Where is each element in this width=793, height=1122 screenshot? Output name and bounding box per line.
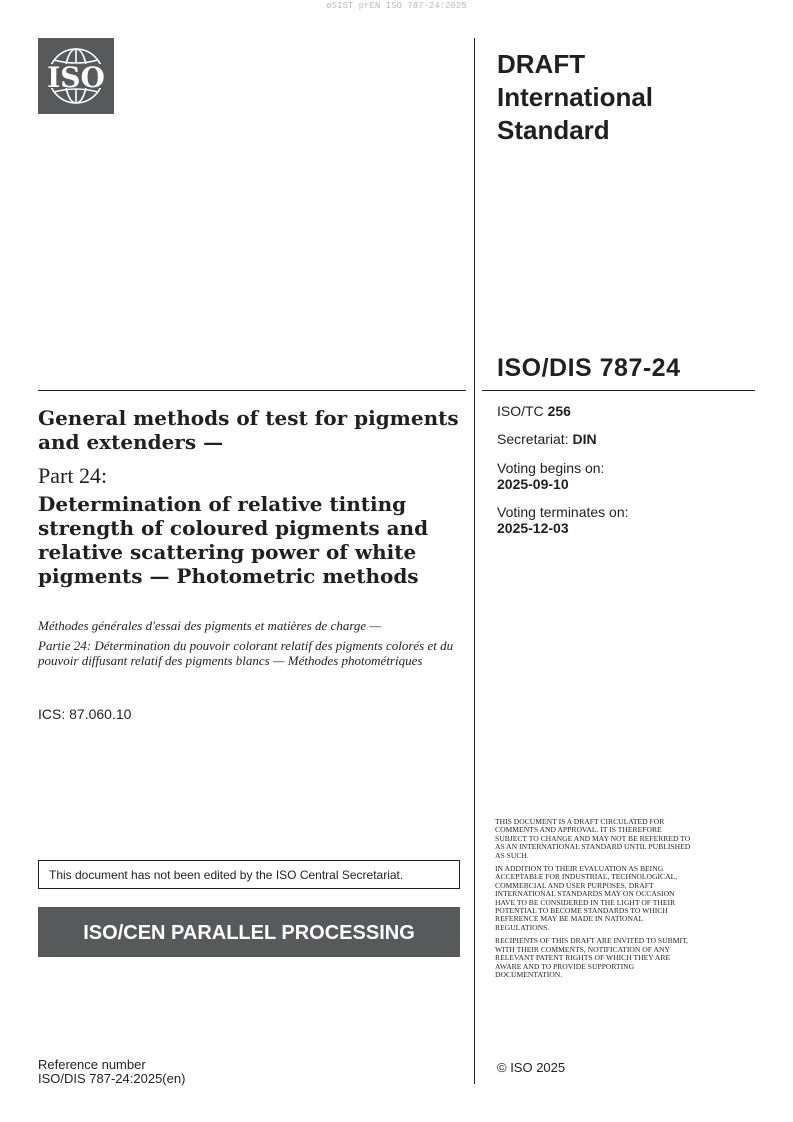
vertical-divider <box>474 38 475 1084</box>
disclaimer-paragraph: THIS DOCUMENT IS A DRAFT CIRCULATED FOR COMMENTS AND APPROVAL. IT IS THEREFORE SUBJECT TO CHANGE AND MAY NOT BE REFERRED TO AS AN INTERNATIONAL STANDARD UNTIL PUBLISHED AS SUCH. <box>495 817 691 860</box>
secretariat-value: DIN <box>572 431 597 447</box>
document-id: ISO/DIS 787-24 <box>497 354 681 382</box>
technical-committee <box>497 403 571 419</box>
document-type <box>497 48 653 147</box>
right-divider <box>482 390 755 391</box>
ics-code: ICS: 87.060.10 <box>38 706 132 722</box>
reference-number <box>38 1058 185 1086</box>
parallel-processing-banner: ISO/CEN PARALLEL PROCESSING <box>38 907 460 957</box>
secretariat-label: Secretariat: <box>497 431 569 447</box>
reference-label: Reference number <box>38 1057 146 1072</box>
copyright: © ISO 2025 <box>497 1060 566 1075</box>
secretariat <box>497 431 597 447</box>
iso-logo <box>38 38 114 114</box>
voting-begins-date: 2025-09-10 <box>497 476 569 492</box>
french-title: Méthodes générales d'essai des pigments et matières de charge — <box>38 618 381 633</box>
editing-notice: This document has not been edited by the ISO Central Secretariat. <box>38 860 460 889</box>
draft-label: DRAFT <box>497 49 586 79</box>
reference-value: ISO/DIS 787-24:2025(en) <box>38 1071 186 1086</box>
voting-begins <box>497 460 604 492</box>
voting-ends-label: Voting terminates on: <box>497 504 629 520</box>
svg-text:ISO: ISO <box>47 61 105 94</box>
tc-label: ISO/TC <box>497 403 544 419</box>
voting-begins-label: Voting begins on: <box>497 460 605 476</box>
left-divider <box>38 390 466 391</box>
voting-terminates <box>497 504 629 536</box>
main-title: General methods of test for pigments and extenders — <box>38 406 459 454</box>
disclaimer-paragraph: RECIPIENTS OF THIS DRAFT ARE INVITED TO SUBMIT, WITH THEIR COMMENTS, NOTIFICATION OF ANY RELEVANT PATENT RIGHTS OF WHICH THEY ARE AWARE AND TO PROVIDE SUPPORTING DOCUMENTATION. <box>495 936 688 979</box>
international-label: International <box>497 82 654 112</box>
part-number: Part 24: <box>38 463 108 488</box>
watermark: oSIST prEN ISO 787-24:2025 <box>326 1 467 11</box>
draft-disclaimer <box>495 818 695 984</box>
french-part-title: Partie 24: Détermination du pouvoir colorant relatif des pigments colorés et du pouvoir diffusant relatif des pigments blancs — Méthodes photométriques <box>38 638 454 668</box>
part-title: Determination of relative tinting strength of coloured pigments and relative scattering power of white pigments — Photometric methods <box>38 492 429 588</box>
standard-label: Standard <box>497 115 610 145</box>
disclaimer-paragraph: IN ADDITION TO THEIR EVALUATION AS BEING ACCEPTABLE FOR INDUSTRIAL, TECHNOLOGICAL, COMMERCIAL AND USER PURPOSES, DRAFT INTERNATIONAL STANDARDS MAY ON OCCASION HAVE TO BE CONSIDERED IN THE LIGHT OF THEIR POTENTIAL TO BECOME STANDARDS TO WHICH REFERENCE MAY BE MADE IN NATIONAL REGULATIONS. <box>495 864 678 932</box>
voting-ends-date: 2025-12-03 <box>497 520 569 536</box>
tc-value: 256 <box>547 403 571 419</box>
